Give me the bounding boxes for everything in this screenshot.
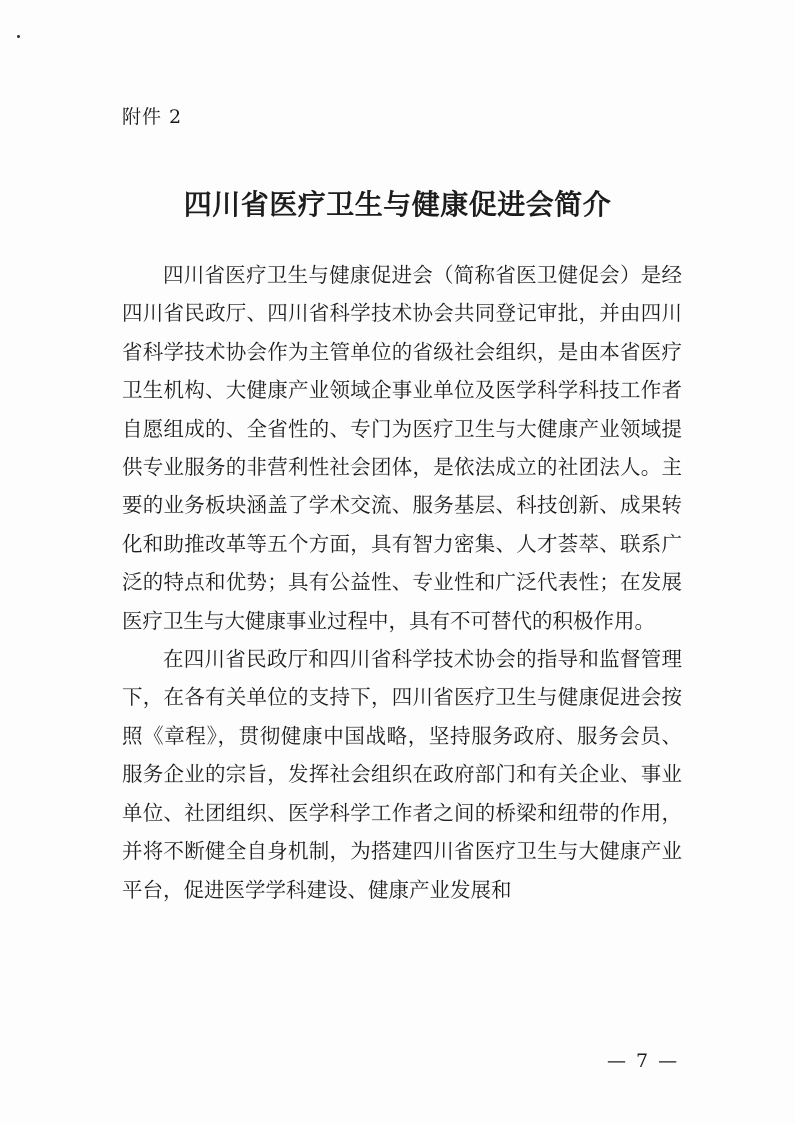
body-paragraph: 在四川省民政厅和四川省科学技术协会的指导和监督管理下，在各有关单位的支持下，四川省医疗卫生与健康促进会按照《章程》，贯彻健康中国战略，坚持服务政府、服务会员、服务企业的宗旨，发挥社会组织在政府部门和有关企业、事业单位、社团组织、医学科学工作者之间的桥梁和纽带的作用，并将不断健全自身机制，为搭建四川省医疗卫生与大健康产业平台，促进医学学科建设、健康产业发展和: [122, 647, 682, 902]
body-paragraph: 四川省医疗卫生与健康促进会（简称省医卫健促会）是经四川省民政厅、四川省科学技术协会共同登记审批，并由四川省科学技术协会作为主管单位的省级社会组织，是由本省医疗卫生机构、大健康产业领域企事业单位及医学科学科技工作者自愿组成的、全省性的、专门为医疗卫生与大健康产业领域提供专业服务的非营利性社会团体，是依法成立的社团法人。主要的业务板块涵盖了学术交流、服务基层、科技创新、成果转化和助推改革等五个方面，具有智力密集、人才荟萃、联系广泛的特点和优势；具有公益性、专业性和广泛代表性；在发展医疗卫生与大健康事业过程中，具有不可替代的积极作用。: [122, 263, 682, 633]
page-number: — 7 —: [607, 1050, 680, 1072]
attachment-label: 附件 2: [122, 106, 183, 128]
scan-mark: [17, 35, 20, 38]
document-body: [122, 256, 682, 909]
document-title: 四川省医疗卫生与健康促进会简介: [183, 188, 612, 221]
